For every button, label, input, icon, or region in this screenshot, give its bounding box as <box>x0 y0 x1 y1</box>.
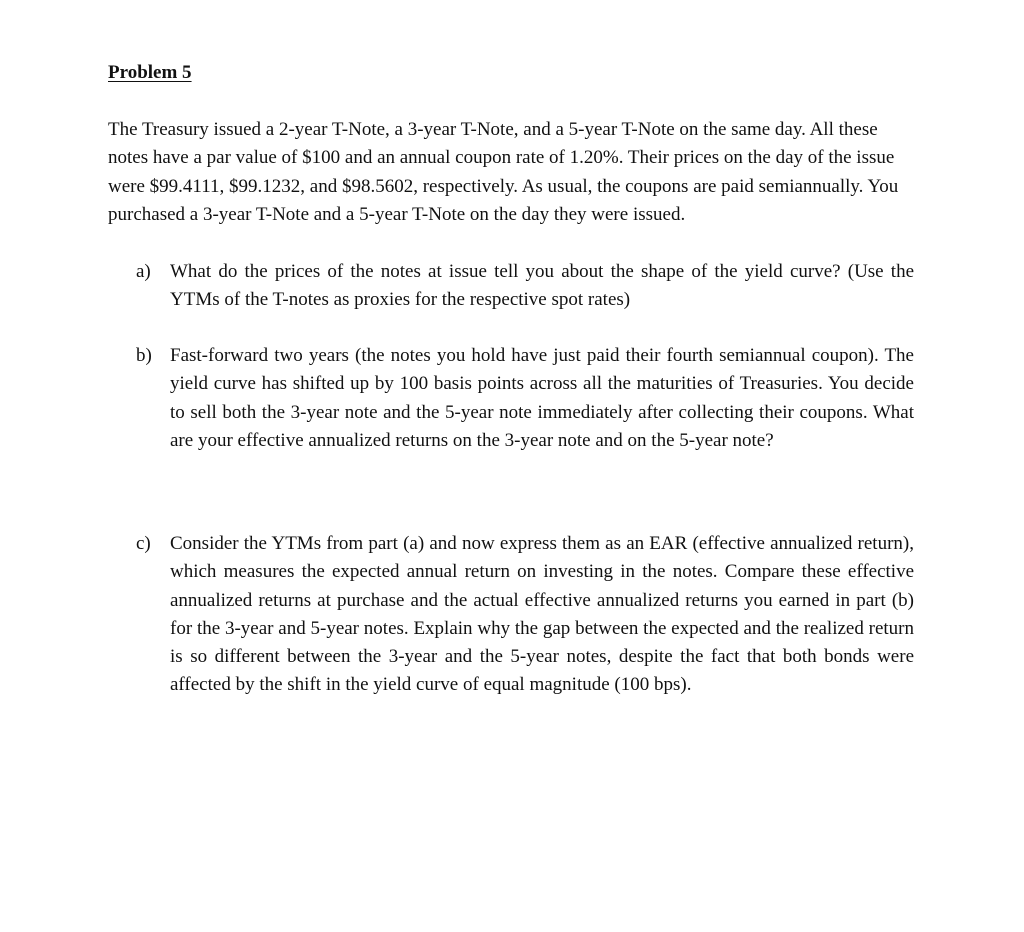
question-marker-c: c) <box>136 533 151 554</box>
question-text-c: Consider the YTMs from part (a) and now express them as an EAR (effective annualized return), which measures the expected annual return on investing in the notes. Compare these effective annualized returns at purchase and the actual effective annualized returns you earned in part (b) for the 3-year and 5-year notes. Explain why the gap between the expected and the realized return is so different between the 3-year and the 5-year notes, despite the fact that both bonds were affected by the shift in the yield curve of equal magnitude (100 bps). <box>170 533 914 696</box>
question-marker-a: a) <box>136 261 151 282</box>
question-part-a <box>136 258 914 315</box>
problem-intro: The Treasury issued a 2-year T-Note, a 3-year T-Note, and a 5-year T-Note on the same day. All these notes have a par value of $100 and an annual coupon rate of 1.20%. Their prices on the day of the issue were $99.4111, $99.1232, and $98.5602, respectively. As usual, the coupons are paid semiannually. You purchased a 3-year T-Note and a 5-year T-Note on the day they were issued. <box>108 119 899 225</box>
problem-title: Problem 5 <box>108 62 192 83</box>
question-text-a: What do the prices of the notes at issue tell you about the shape of the yield curve? (Use the YTMs of the T-notes as proxies for the respective spot rates) <box>170 261 914 311</box>
question-text-b: Fast-forward two years (the notes you hold have just paid their fourth semiannual coupon). The yield curve has shifted up by 100 basis points across all the maturities of Treasuries. You decide to sell both the 3-year note and the 5-year note immediately after collecting their coupons. What are your effective annualized returns on the 3-year note and on the 5-year note? <box>170 345 914 451</box>
question-part-c <box>136 530 914 700</box>
question-marker-b: b) <box>136 345 152 366</box>
question-part-b <box>136 342 914 455</box>
